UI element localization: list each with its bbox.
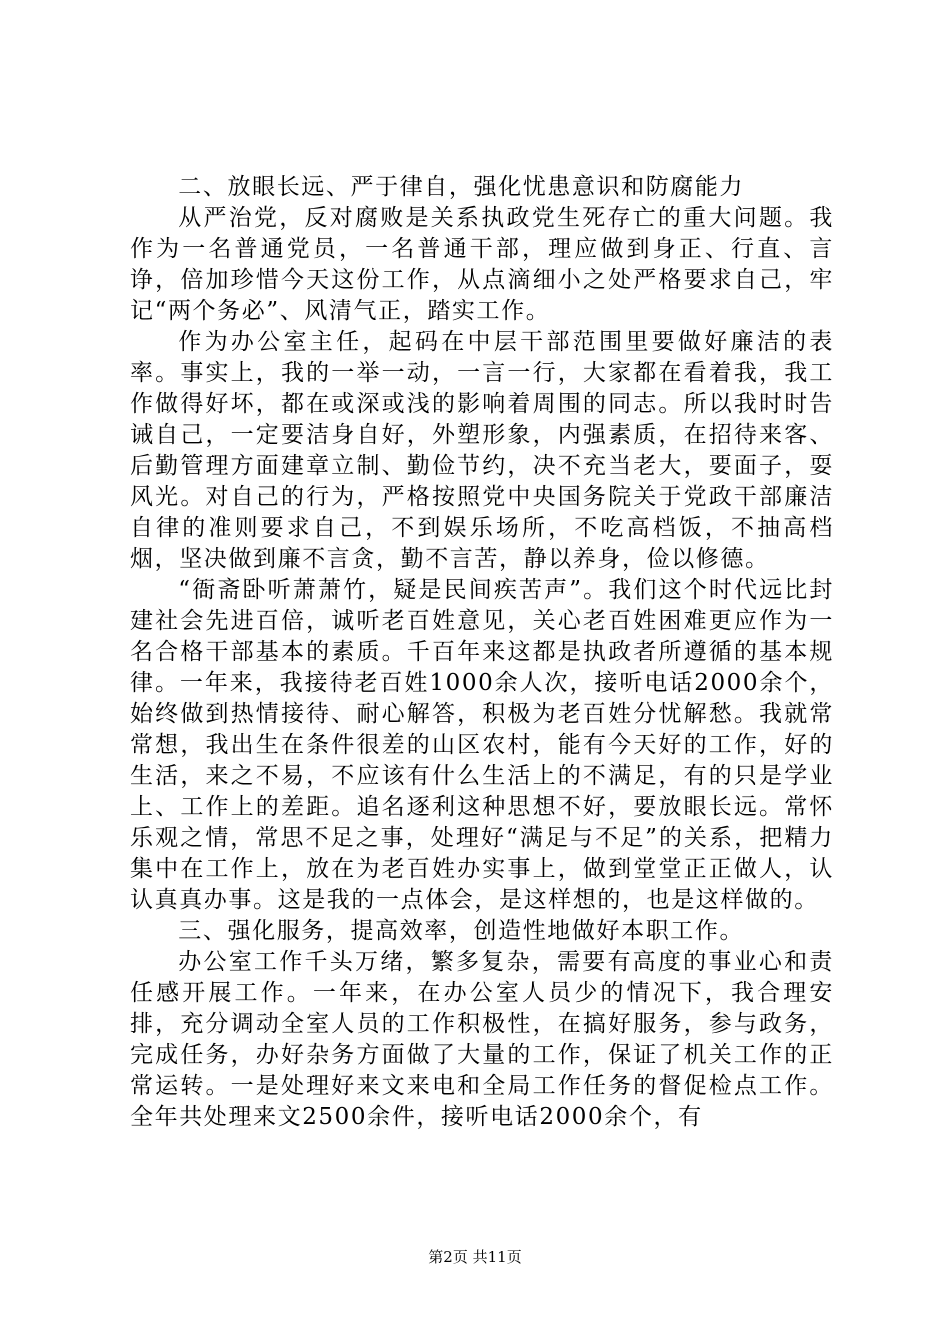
page-footer: 第2页 共11页 xyxy=(428,1248,522,1266)
section-heading-2: 二、放眼长远、严于律自，强化忧患意识和防腐能力 xyxy=(178,174,745,200)
document-body xyxy=(130,172,834,1133)
paragraph: “衙斋卧听萧萧竹，疑是民间疾苦声”。我们这个时代远比封建社会先进百倍，诚听老百姓意见，关心老百姓困难更应作为一名合格干部基本的素质。千百年来这都是执政者所遵循的基本规律。一年来，我接待老百姓1000余人次，接听电话2000余个，始终做到热情接待、耐心解答，积极为老百姓分忧解愁。我就常常想，我出生在条件很差的山区农村，能有今天好的工作，好的生活，来之不易，不应该有什么生活上的不满足，有的只是学业上、工作上的差距。追名逐利这种思想不好，要放眼长远。常怀乐观之情，常思不足之事，处理好“满足与不足”的关系，把精力集中在工作上，放在为老百姓办实事上，做到堂堂正正做人，认认真真办事。这是我的一点体会，是这样想的，也是这样做的。 xyxy=(130,577,834,913)
paragraph: 办公室工作千头万绪，繁多复杂，需要有高度的事业心和责任感开展工作。一年来，在办公室人员少的情况下，我合理安排，充分调动全室人员的工作积极性，在搞好服务，参与政务，完成任务，办好杂务方面做了大量的工作，保证了机关工作的正常运转。一是处理好来文来电和全局工作任务的督促检点工作。全年共处理来文2500余件，接听电话2000余个，有 xyxy=(130,949,834,1130)
paragraph: 作为办公室主任，起码在中层干部范围里要做好廉洁的表率。事实上，我的一举一动，一言一行，大家都在看着我，我工作做得好坏，都在或深或浅的影响着周围的同志。所以我时时告诫自己，一定要洁身自好，外塑形象，内强素质，在招待来客、后勤管理方面建章立制、勤俭节约，决不充当老大，要面子，耍风光。对自己的行为，严格按照党中央国务院关于党政干部廉洁自律的准则要求自己，不到娱乐场所，不吃高档饭，不抽高档烟，坚决做到廉不言贪，勤不言苦，静以养身，俭以修德。 xyxy=(130,329,834,572)
paragraph: 从严治党，反对腐败是关系执政党生死存亡的重大问题。我作为一名普通党员，一名普通干部，理应做到身正、行直、言诤，倍加珍惜今天这份工作，从点滴细小之处严格要求自己，牢记“两个务必”、风清气正，踏实工作。 xyxy=(130,205,834,324)
section-heading-3: 三、强化服务，提高效率，创造性地做好本职工作。 xyxy=(178,918,745,944)
